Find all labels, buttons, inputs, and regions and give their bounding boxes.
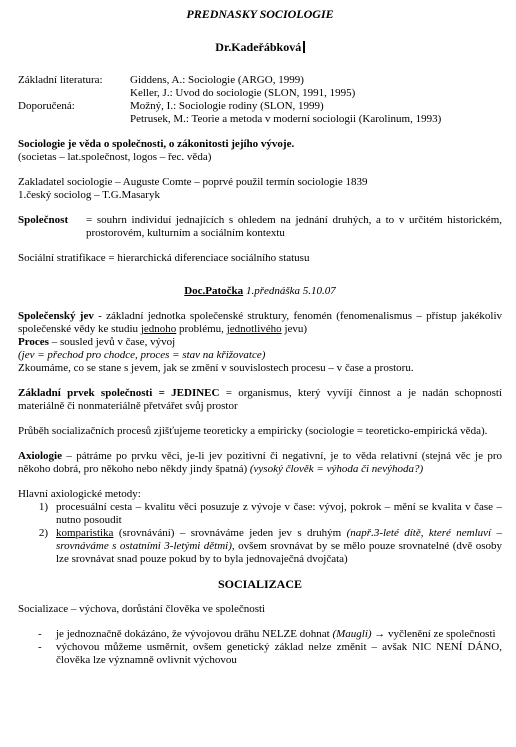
list-item: - je jednoznačně dokázáno, že vývojovou drāhu NELZE dohnat (Maugli) → vyčlenění ze společnosti <box>38 628 496 640</box>
recommended-literature-2: Petrusek, M.: Teorie a metoda v moderní sociologii (Karolinum, 1993) <box>130 113 442 125</box>
basic-element-paragraph: Základní prvek společnosti = JEDINEC = organismus, který vyvíjí činnost a je nadán schopností materiálně či nonmateriálně přetvářet svůj prostor <box>18 387 502 412</box>
recommended-literature-1: Možný, I.: Sociologie rodiny (SLON, 1999) <box>130 100 324 112</box>
society-definition <box>18 214 502 240</box>
social-phenomenon-paragraph: Společenský jev - základní jednotka společenské struktury, fenomén (fenomenalismus – přístup jakékoliv společenské vědy ke studiu jednoho problému, jednotlivého jevu) <box>18 310 503 335</box>
basic-literature-1: Giddens, A.: Sociologie (ARGO, 1999) <box>130 74 304 86</box>
lecturer-heading <box>18 41 502 54</box>
society-text: = souhrn individuí jednajících s ohledem na jednání druhých, a to v určitém historickém, prostorovém, kulturním a sociálním kontextu <box>86 214 502 239</box>
czech-sociologist-line: 1.český sociolog – T.G.Masaryk <box>18 189 160 201</box>
document-title: PREDNASKY SOCIOLOGIE <box>186 7 334 21</box>
list-item: - výchovou můžeme usměrnit, ovšem genetický základ nelze změnit – avšak NIC NENÍ DÁNO, člověka lze významně ovlivnit výchovou <box>38 641 502 666</box>
lecturer2-heading <box>18 285 502 298</box>
socialization-heading: SOCIALIZACE <box>217 577 303 591</box>
society-term: Společnost <box>18 214 69 226</box>
basic-literature-label: Základní literatura: <box>18 74 103 86</box>
axiology-term: Axiologie <box>18 450 62 462</box>
stratification-line: Sociální stratifikace = hierarchická diferenciace sociálního statusu <box>18 252 310 264</box>
list-item: 2) komparistika (srovnávání) – srovnáváme jeden jev s druhým (např.3-leté dítě, které nemluví – srovnáváme s ostatními 3-letými dětmi), ovšem srovnávat by se mělo pouze srovnatelné (dvě osoby lze srovnávat snad pouze pokud by to byla jednovaječná dvojčata) <box>38 527 502 565</box>
sociology-definition: Sociologie je věda o společnosti, o zákonitosti jejího vývoje. <box>18 138 295 150</box>
social-phenomenon-term: Společenský jev <box>18 310 94 322</box>
literature-block <box>18 74 502 126</box>
axiology-paragraph: Axiologie – pátráme po prvku věci, je-li jev pozitivní či negativní, je to věda relativní (stejná věc je pro někoho dobrá, pro někoho nebo někdy jindy špatná) (vysoký člověk = výhoda či nevýhoda?) <box>18 450 502 475</box>
process-tail: Zkoumáme, co se stane s jevem, jak se změní v souvislostech procesu – v čase a prostoru. <box>18 362 414 374</box>
socialization-course-paragraph: Průběh socializačních procesů zjišťujeme teoreticky a empiricky (sociologie = teoreticko-empirická věda). <box>18 425 488 437</box>
lecturer2-name: Doc.Patočka <box>184 285 244 297</box>
socialization-list <box>18 628 502 667</box>
process-line: Proces – sousled jevů v čase, vývoj <box>18 336 176 348</box>
socialization-intro: Socializace – výchova, dorůstání člověka ve společnosti <box>18 603 266 615</box>
basic-literature-2: Keller, J.: Uvod do sociologie (SLON, 1991, 1995) <box>130 87 356 99</box>
recommended-literature-label: Doporučená: <box>18 100 75 112</box>
founder-line: Zakladatel sociologie – Auguste Comte – poprvé použil termín sociologie 1839 <box>18 176 368 188</box>
sociology-etymology: (societas – lat.společnost, logos – řec. věda) <box>18 151 212 163</box>
text-cursor <box>303 41 305 53</box>
methods-heading: Hlavní axiologické metody: <box>18 488 141 500</box>
lecture-note: 1.přednáška 5.10.07 <box>245 285 336 297</box>
methods-list <box>18 501 502 566</box>
basic-element-term: Základní prvek společnosti = JEDINEC <box>18 387 220 399</box>
list-item: 1) procesuální cesta – kvalitu věci posuzuje z vývoje v čase: vývoj, pokrok – mění se kvalita v čase – nutno posoudit <box>38 501 502 526</box>
process-term: Proces <box>18 336 49 348</box>
process-note: (jev = přechod pro chodce, proces = stav na křižovatce) <box>18 349 266 361</box>
lecturer-name: Dr.Kadeřábková <box>215 40 302 54</box>
